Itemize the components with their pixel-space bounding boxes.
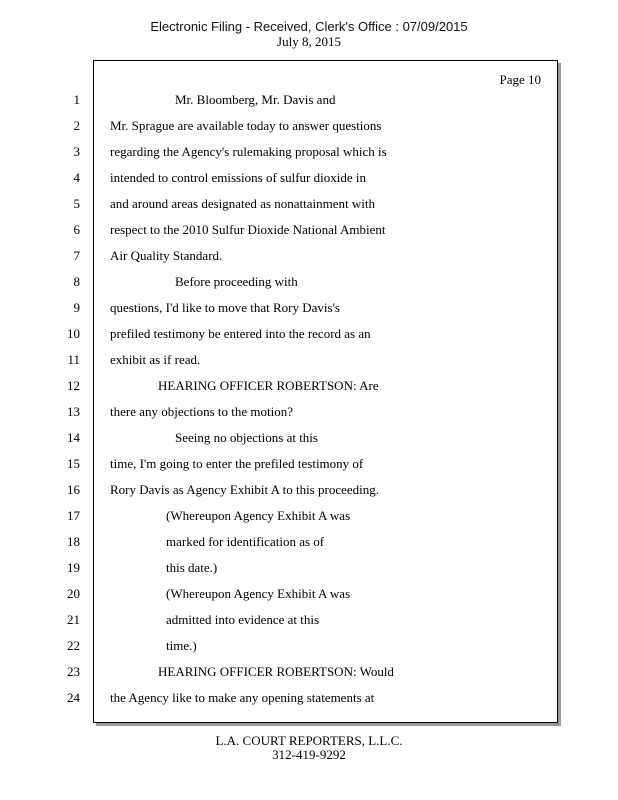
- transcript-line: [0, 636, 618, 656]
- line-text: time.): [166, 638, 197, 653]
- line-text: Mr. Sprague are available today to answer questions: [110, 118, 382, 133]
- transcript-line: [0, 194, 618, 214]
- line-number: 7: [73, 248, 80, 263]
- line-text: exhibit as if read.: [110, 352, 201, 367]
- line-number: 10: [67, 326, 80, 341]
- line-text: (Whereupon Agency Exhibit A was: [166, 508, 351, 523]
- line-number: 22: [67, 638, 80, 653]
- transcript-line: [0, 298, 618, 318]
- line-text: Mr. Bloomberg, Mr. Davis and: [175, 92, 336, 107]
- line-text: prefiled testimony be entered into the record as an: [110, 326, 371, 341]
- line-number: 1: [73, 92, 80, 107]
- line-text: there any objections to the motion?: [110, 404, 294, 419]
- line-text: respect to the 2010 Sulfur Dioxide National Ambient: [110, 222, 386, 237]
- line-number: 6: [73, 222, 80, 237]
- transcript-line: [0, 246, 618, 266]
- line-number: 18: [67, 534, 80, 549]
- transcript-line: [0, 532, 618, 552]
- transcript-line: [0, 142, 618, 162]
- line-number: 23: [67, 664, 80, 679]
- line-text: intended to control emissions of sulfur dioxide in: [110, 170, 366, 185]
- footer-phone: 312-419-9292: [272, 747, 346, 762]
- transcript-line: [0, 558, 618, 578]
- line-number: 11: [67, 352, 80, 367]
- line-number: 13: [67, 404, 80, 419]
- line-text: admitted into evidence at this: [166, 612, 320, 627]
- line-text: marked for identification as of: [166, 534, 325, 549]
- transcript-line: [0, 324, 618, 344]
- line-text: Seeing no objections at this: [175, 430, 318, 445]
- line-number: 5: [73, 196, 80, 211]
- transcript-line: [0, 428, 618, 448]
- line-number: 15: [67, 456, 80, 471]
- line-text: HEARING OFFICER ROBERTSON: Would: [158, 664, 394, 679]
- transcript-line: [0, 376, 618, 396]
- line-number: 2: [73, 118, 80, 133]
- line-text: Air Quality Standard.: [110, 248, 223, 263]
- line-number: 14: [67, 430, 80, 445]
- line-text: regarding the Agency's rulemaking proposal which is: [110, 144, 387, 159]
- line-number: 16: [67, 482, 80, 497]
- line-number: 24: [67, 690, 80, 705]
- transcript-line: [0, 220, 618, 240]
- line-text: HEARING OFFICER ROBERTSON: Are: [158, 378, 379, 393]
- line-number: 4: [73, 170, 80, 185]
- line-number: 17: [67, 508, 80, 523]
- line-number: 12: [67, 378, 80, 393]
- line-text: the Agency like to make any opening statements at: [110, 690, 375, 705]
- transcript-line: [0, 480, 618, 500]
- filing-stamp: Electronic Filing - Received, Clerk's Office : 07/09/2015: [150, 19, 468, 34]
- transcript-line: [0, 506, 618, 526]
- line-text: (Whereupon Agency Exhibit A was: [166, 586, 351, 601]
- line-text: questions, I'd like to move that Rory Davis's: [110, 300, 340, 315]
- line-number: 21: [67, 612, 80, 627]
- transcript-line: [0, 688, 618, 708]
- line-number: 19: [67, 560, 80, 575]
- transcript-line: [0, 662, 618, 682]
- line-text: Before proceeding with: [175, 274, 298, 289]
- transcript-line: [0, 90, 618, 110]
- line-text: Rory Davis as Agency Exhibit A to this proceeding.: [110, 482, 379, 497]
- transcript-line: [0, 454, 618, 474]
- transcript-line: [0, 168, 618, 188]
- line-number: 9: [73, 300, 80, 315]
- header-date: July 8, 2015: [277, 34, 341, 49]
- transcript-line: [0, 272, 618, 292]
- transcript-line: [0, 116, 618, 136]
- transcript-line: [0, 350, 618, 370]
- transcript-line: [0, 402, 618, 422]
- line-number: 8: [73, 274, 80, 289]
- page-number: Page 10: [499, 72, 541, 87]
- line-text: this date.): [166, 560, 218, 575]
- line-number: 20: [67, 586, 80, 601]
- footer-company: L.A. COURT REPORTERS, L.L.C.: [215, 733, 403, 748]
- line-number: 3: [73, 144, 80, 159]
- transcript-line: [0, 584, 618, 604]
- line-text: and around areas designated as nonattainment with: [110, 196, 375, 211]
- transcript-line: [0, 610, 618, 630]
- line-text: time, I'm going to enter the prefiled testimony of: [110, 456, 364, 471]
